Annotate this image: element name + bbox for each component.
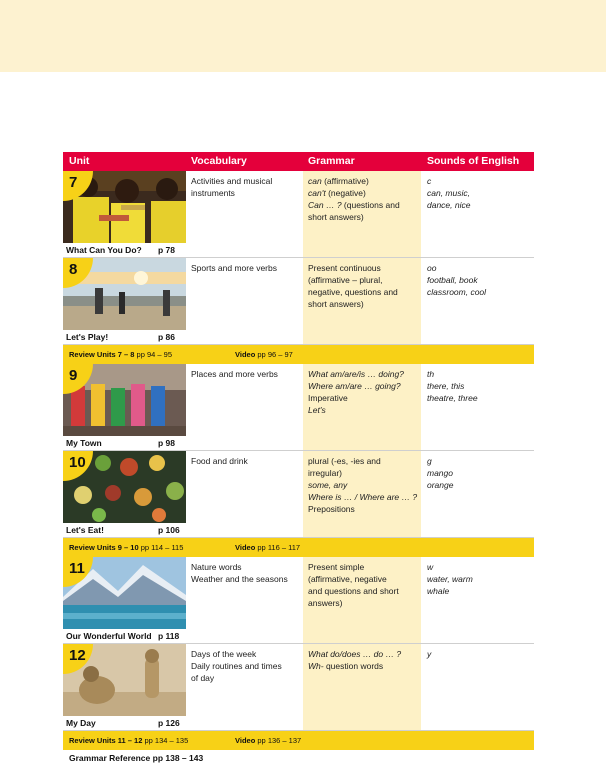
unit-title: Let's Play! — [66, 332, 109, 342]
vocabulary-cell: Activities and musical instruments — [191, 176, 273, 198]
unit-title: What Can You Do? — [66, 245, 142, 255]
column-header-unit: Unit — [69, 155, 90, 167]
unit-row — [63, 364, 534, 451]
vocabulary-cell: Days of the week Daily routines and times of day — [191, 649, 282, 683]
column-header-grammar: Grammar — [308, 155, 355, 167]
review-bar: Review Units 9 – 10 pp 114 – 115 Video pp 116 – 117 — [63, 538, 534, 557]
unit-row — [63, 557, 534, 644]
table-header — [63, 152, 534, 171]
grammar-reference: Grammar Reference pp 138 – 143 — [69, 753, 204, 763]
grammar-cell: What do/does … do … ? Wh- question words — [308, 649, 402, 671]
grammar-cell: Present simple (affirmative, negative and questions and short answers) — [308, 562, 399, 608]
unit-number-badge: 11 — [63, 557, 93, 587]
vocabulary-cell: Food and drink — [191, 456, 248, 466]
review-bar: Review Units 7 – 8 pp 94 – 95 Video pp 96 – 97 — [63, 345, 534, 364]
sounds-cell: th there, this theatre, three — [427, 369, 478, 403]
unit-page: p 126 — [158, 718, 180, 728]
top-color-band — [0, 0, 606, 72]
unit-page: p 86 — [158, 332, 176, 342]
table-of-contents — [63, 152, 534, 750]
unit-title: My Town — [66, 438, 102, 448]
unit-page: p 106 — [158, 525, 180, 535]
unit-number-badge: 12 — [63, 644, 93, 674]
column-header-sounds: Sounds of English — [427, 155, 520, 167]
unit-number-badge: 9 — [63, 364, 93, 394]
grammar-cell: can (affirmative) can't (negative) Can … ? (questions and short answers) — [308, 176, 400, 222]
unit-title: My Day — [66, 718, 96, 728]
unit-row — [63, 258, 534, 345]
unit-row — [63, 171, 534, 258]
unit-number-badge: 10 — [63, 451, 93, 481]
unit-page: p 78 — [158, 245, 176, 255]
unit-page: p 118 — [158, 631, 180, 641]
unit-row — [63, 644, 534, 731]
sounds-cell: oo football, book classroom, cool — [427, 263, 487, 297]
review-bar: Review Units 11 – 12 pp 134 – 135 Video pp 136 – 137 — [63, 731, 534, 750]
vocabulary-cell: Nature words Weather and the seasons — [191, 562, 288, 584]
sounds-cell: w water, warm whale — [427, 562, 473, 596]
vocabulary-cell: Sports and more verbs — [191, 263, 277, 273]
grammar-cell: plural (-es, -ies and irregular) some, any Where is … / Where are … ? Prepositions — [308, 456, 418, 514]
unit-number-badge: 8 — [63, 258, 93, 288]
unit-row — [63, 451, 534, 538]
unit-page: p 98 — [158, 438, 176, 448]
column-header-vocabulary: Vocabulary — [191, 155, 247, 167]
grammar-cell: Present continuous (affirmative – plural, negative, questions and short answers) — [308, 263, 398, 309]
unit-title: Our Wonderful World — [66, 631, 152, 641]
vocabulary-cell: Places and more verbs — [191, 369, 278, 379]
sounds-cell: g mango orange — [427, 456, 454, 490]
unit-title: Let's Eat! — [66, 525, 104, 535]
unit-number-badge: 7 — [63, 171, 93, 201]
grammar-cell: What am/are/is … doing? Where am/are … going? Imperative Let's — [308, 369, 404, 415]
sounds-cell: y — [427, 649, 432, 659]
sounds-cell: c can, music, dance, nice — [427, 176, 471, 210]
